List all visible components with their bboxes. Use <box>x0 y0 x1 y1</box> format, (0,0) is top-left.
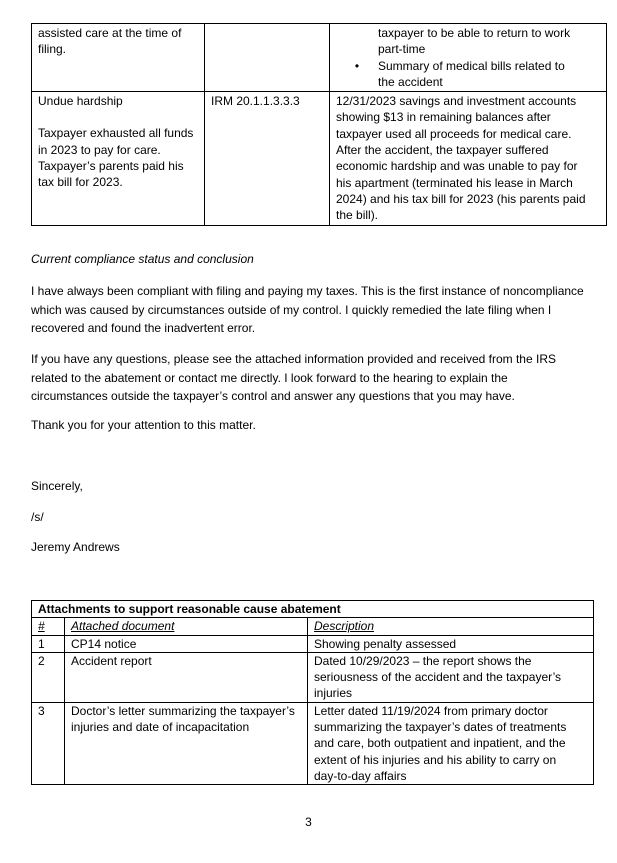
text-line: Accident report <box>71 653 152 668</box>
header-num: # <box>32 618 65 635</box>
cell-num: 2 <box>32 652 65 702</box>
cell-description <box>308 635 594 652</box>
text-line: If you have any questions, please see the attached information provided and received from the IRS <box>31 352 556 366</box>
text-line: seriousness of the accident and the taxpayer’s <box>314 670 562 685</box>
attachments-table <box>31 600 594 785</box>
text-line: Undue hardship <box>38 94 123 109</box>
text-line: IRM 20.1.1.3.3.3 <box>211 94 300 109</box>
text-line: part-time <box>378 42 426 57</box>
reasonable-cause-table <box>31 23 607 226</box>
text-line: extent of his injuries and his ability to carry on <box>314 752 557 767</box>
paragraph <box>31 350 596 406</box>
signer-name: Jeremy Andrews <box>31 540 120 554</box>
table-title-row <box>32 601 594 618</box>
paragraph <box>31 416 596 435</box>
paragraph <box>31 282 596 338</box>
text-line: his apartment (terminated his lease in March <box>336 175 573 190</box>
text-line: taxpayer to be able to return to work <box>378 26 571 40</box>
cell-num: 3 <box>32 702 65 784</box>
section-heading: Current compliance status and conclusion <box>31 252 254 266</box>
table-row <box>32 652 594 702</box>
page-number: 3 <box>305 815 312 829</box>
text-line: the accident <box>378 74 443 89</box>
text-line: CP14 notice <box>71 636 137 651</box>
table-header-row <box>32 618 594 635</box>
text-line: recovered and found the inadvertent error. <box>31 321 256 335</box>
text-line: I have always been compliant with filing and paying my taxes. This is the first instance of noncompliance <box>31 284 584 298</box>
bullet-item <box>336 58 602 91</box>
text-line: Dated 10/29/2023 – the report shows the <box>314 653 532 668</box>
text-line: Showing penalty assessed <box>314 636 457 651</box>
cell-description <box>308 702 594 784</box>
text-line: filing. <box>38 42 67 57</box>
text-line: Thank you for your attention to this matter. <box>31 418 256 432</box>
text-line: Summary of medical bills related to <box>378 58 565 73</box>
cell-num: 1 <box>32 635 65 652</box>
text-line: assisted care at the time of <box>38 26 182 40</box>
text-line: Taxpayer exhausted all funds <box>38 126 194 141</box>
cell-description <box>308 652 594 702</box>
table-row <box>32 24 607 92</box>
cell-reference <box>205 24 330 92</box>
attachments-title: Attachments to support reasonable cause abatement <box>32 601 594 618</box>
bullet-icon: • <box>354 58 360 73</box>
table-row <box>32 635 594 652</box>
text-line: summarizing the taxpayer’s dates of treatments <box>314 720 567 735</box>
cell-document <box>65 702 308 784</box>
header-document: Attached document <box>65 618 308 635</box>
cell-evidence <box>330 92 607 225</box>
text-line: which was caused by circumstances outside of my control. I quickly remedied the late filing when I <box>31 302 552 317</box>
text-line: economic hardship and was unable to pay for <box>336 159 578 174</box>
text-line: related to the abatement or contact me directly. I look forward to the hearing to explain the <box>31 370 508 385</box>
cell-reference <box>205 92 330 225</box>
text-line: 12/31/2023 savings and investment accounts <box>336 94 577 109</box>
table-row <box>32 92 607 225</box>
cell-document <box>65 652 308 702</box>
signature: /s/ <box>31 510 44 524</box>
cell-document <box>65 635 308 652</box>
text-line: showing $13 in remaining balances after <box>336 110 551 125</box>
text-line: and care, both outpatient and inpatient, and the <box>314 736 566 751</box>
text-line: the bill). <box>336 208 379 223</box>
closing: Sincerely, <box>31 479 83 493</box>
text-line: Doctor’s letter summarizing the taxpayer’s <box>71 703 295 718</box>
text-line: in 2023 to pay for care. <box>38 142 161 157</box>
text-line: Letter dated 11/19/2024 from primary doctor <box>314 703 548 718</box>
text-line: circumstances outside the taxpayer’s control and answer any questions that you may have. <box>31 389 515 403</box>
text-line: day-to-day affairs <box>314 768 407 783</box>
table-row <box>32 702 594 784</box>
header-description: Description <box>308 618 594 635</box>
text-line: 2024) and his tax bill for 2023 (his parents paid <box>336 191 586 206</box>
text-line: After the accident, the taxpayer suffered <box>336 143 549 158</box>
text-line: injuries <box>314 686 353 701</box>
text-line: taxpayer used all proceeds for medical care. <box>336 126 572 141</box>
cell-factor <box>32 92 205 225</box>
text-line: tax bill for 2023. <box>38 175 123 190</box>
text-line: Taxpayer’s parents paid his <box>38 159 184 174</box>
cell-evidence <box>330 24 607 92</box>
cell-factor <box>32 24 205 92</box>
text-line: injuries and date of incapacitation <box>71 720 250 735</box>
